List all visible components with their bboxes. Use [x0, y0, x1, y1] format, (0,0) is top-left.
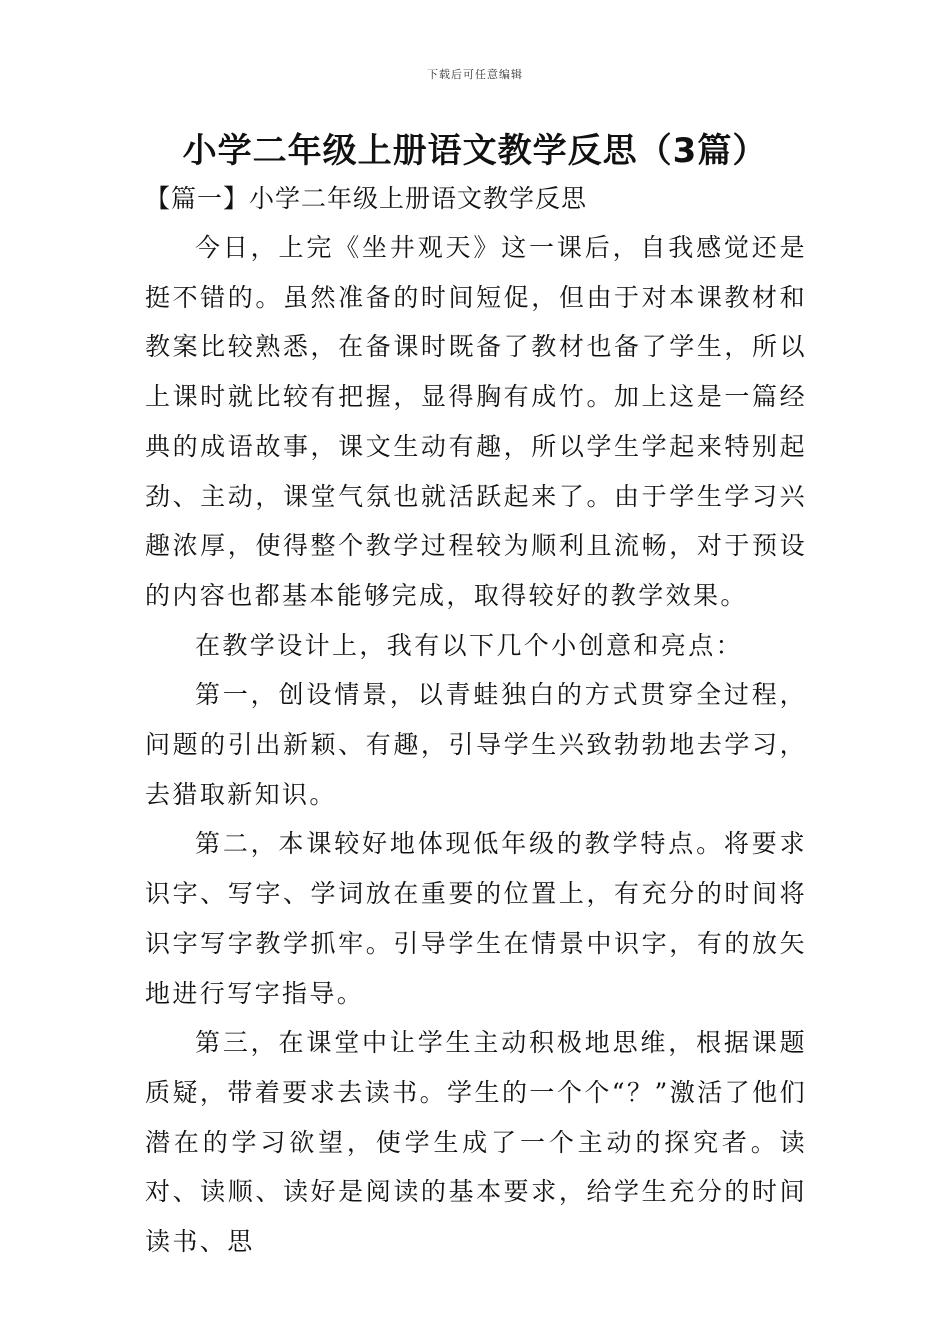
- header-note: 下载后可任意编辑: [427, 68, 523, 81]
- paragraph: 在教学设计上，我有以下几个小创意和亮点：: [195, 630, 744, 660]
- paragraph: 今日，上完《坐井观天》这一课后，自我感觉还是挺不错的。虽然准备的时间短促，但由于对本课教材和教案比较熟悉，在备课时既备了教材也备了学生，所以上课时就比较有把握，显得胸有成竹。加上这是一篇经典的成语故事，课文生动有趣，所以学生学起来特别起劲、主动，课堂气氛也就活跃起来了。由于学生学习兴趣浓厚，使得整个教学过程较为顺利且流畅，对于预设的内容也都基本能够完成，取得较好的教学效果。: [145, 233, 807, 610]
- section-heading: 【篇一】小学二年级上册语文教学反思: [145, 184, 588, 213]
- paragraph: 第一，创设情景，以青蛙独白的方式贯穿全过程，问题的引出新颖、有趣，引导学生兴致勃勃地去学习，去猎取新知识。: [145, 680, 807, 809]
- paragraph: 第二，本课较好地体现低年级的教学特点。将要求识字、写字、学词放在重要的位置上，有充分的时间将识字写字教学抓牢。引导学生在情景中识字，有的放矢地进行写字指导。: [145, 829, 807, 1008]
- paragraph: 第三，在课堂中让学生主动积极地思维，根据课题质疑，带着要求去读书。学生的一个个“？”激活了他们潜在的学习欲望，使学生成了一个主动的探究者。读对、读顺、读好是阅读的基本要求，给学生充分的时间读书、思: [145, 1028, 807, 1257]
- document-body: [145, 223, 807, 1267]
- document-title: 小学二年级上册语文教学反思（3篇）: [182, 131, 768, 171]
